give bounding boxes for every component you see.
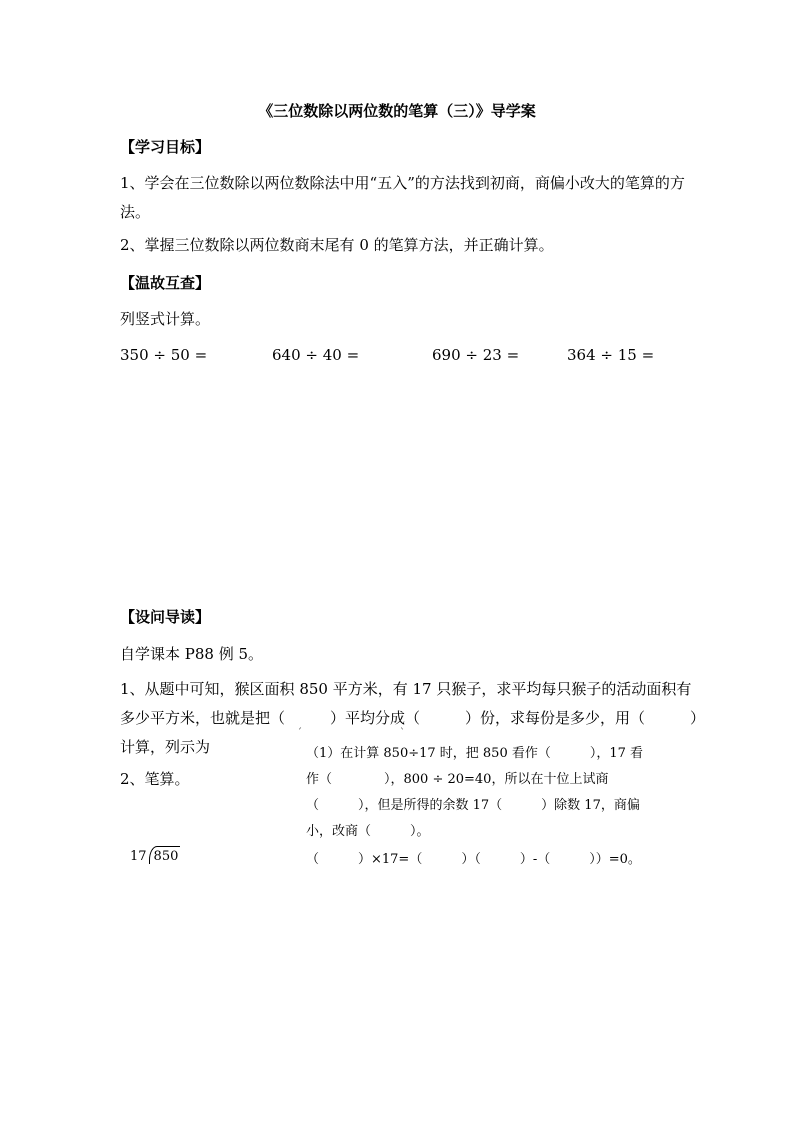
guide-intro: 自学课本 P88 例 5。 — [120, 645, 264, 663]
note-line-4: 小，改商（ ）。 — [306, 824, 430, 839]
review-problem-3: 690 ÷ 23 = — [432, 346, 520, 364]
goals-heading: 【学习目标】 — [120, 138, 211, 156]
stray-mark-left: ˊ — [297, 728, 302, 739]
note-line-3: （ ），但是所得的余数 17（ ）除数 17，商偏 — [306, 798, 640, 813]
review-instruction: 列竖式计算。 — [120, 310, 211, 328]
equation-line: （ ）×17=（ ）（ ）-（ ））=0。 — [306, 852, 641, 867]
long-division — [130, 846, 180, 864]
review-problem-2: 640 ÷ 40 = — [272, 346, 360, 364]
note-line-2: 作（ ），800 ÷ 20=40，所以在十位上试商 — [306, 772, 609, 787]
goal-item-1: 1、学会在三位数除以两位数除法中用“五入”的方法找到初商，商偏小改大的笔算的方法。 — [120, 174, 685, 221]
divisor: 17 — [130, 849, 147, 864]
guide-question-1: 1、从题中可知，猴区面积 850 平方米，有 17 只猴子，求平均每只猴子的活动面积有多少平方米，也就是把（ ）平均分成（ ）份，求每份是多少，用（ ）计算，列示为 — [120, 680, 706, 756]
guide-question-2: 2、笔算。 — [120, 770, 190, 788]
review-problem-4: 364 ÷ 15 = — [567, 346, 655, 364]
guide-heading: 【设问导读】 — [120, 608, 211, 626]
dividend: 850 — [149, 846, 181, 864]
stray-mark-right: ˋ — [400, 728, 405, 739]
page-title: 《三位数除以两位数的笔算（三）》导学案 — [258, 102, 536, 120]
note-line-1: （1）在计算 850÷17 时，把 850 看作（ ），17 看 — [306, 746, 644, 761]
goal-item-2: 2、掌握三位数除以两位数商末尾有 0 的笔算方法，并正确计算。 — [120, 236, 554, 254]
review-problem-1: 350 ÷ 50 = — [120, 346, 208, 364]
review-heading: 【温故互查】 — [120, 274, 211, 292]
